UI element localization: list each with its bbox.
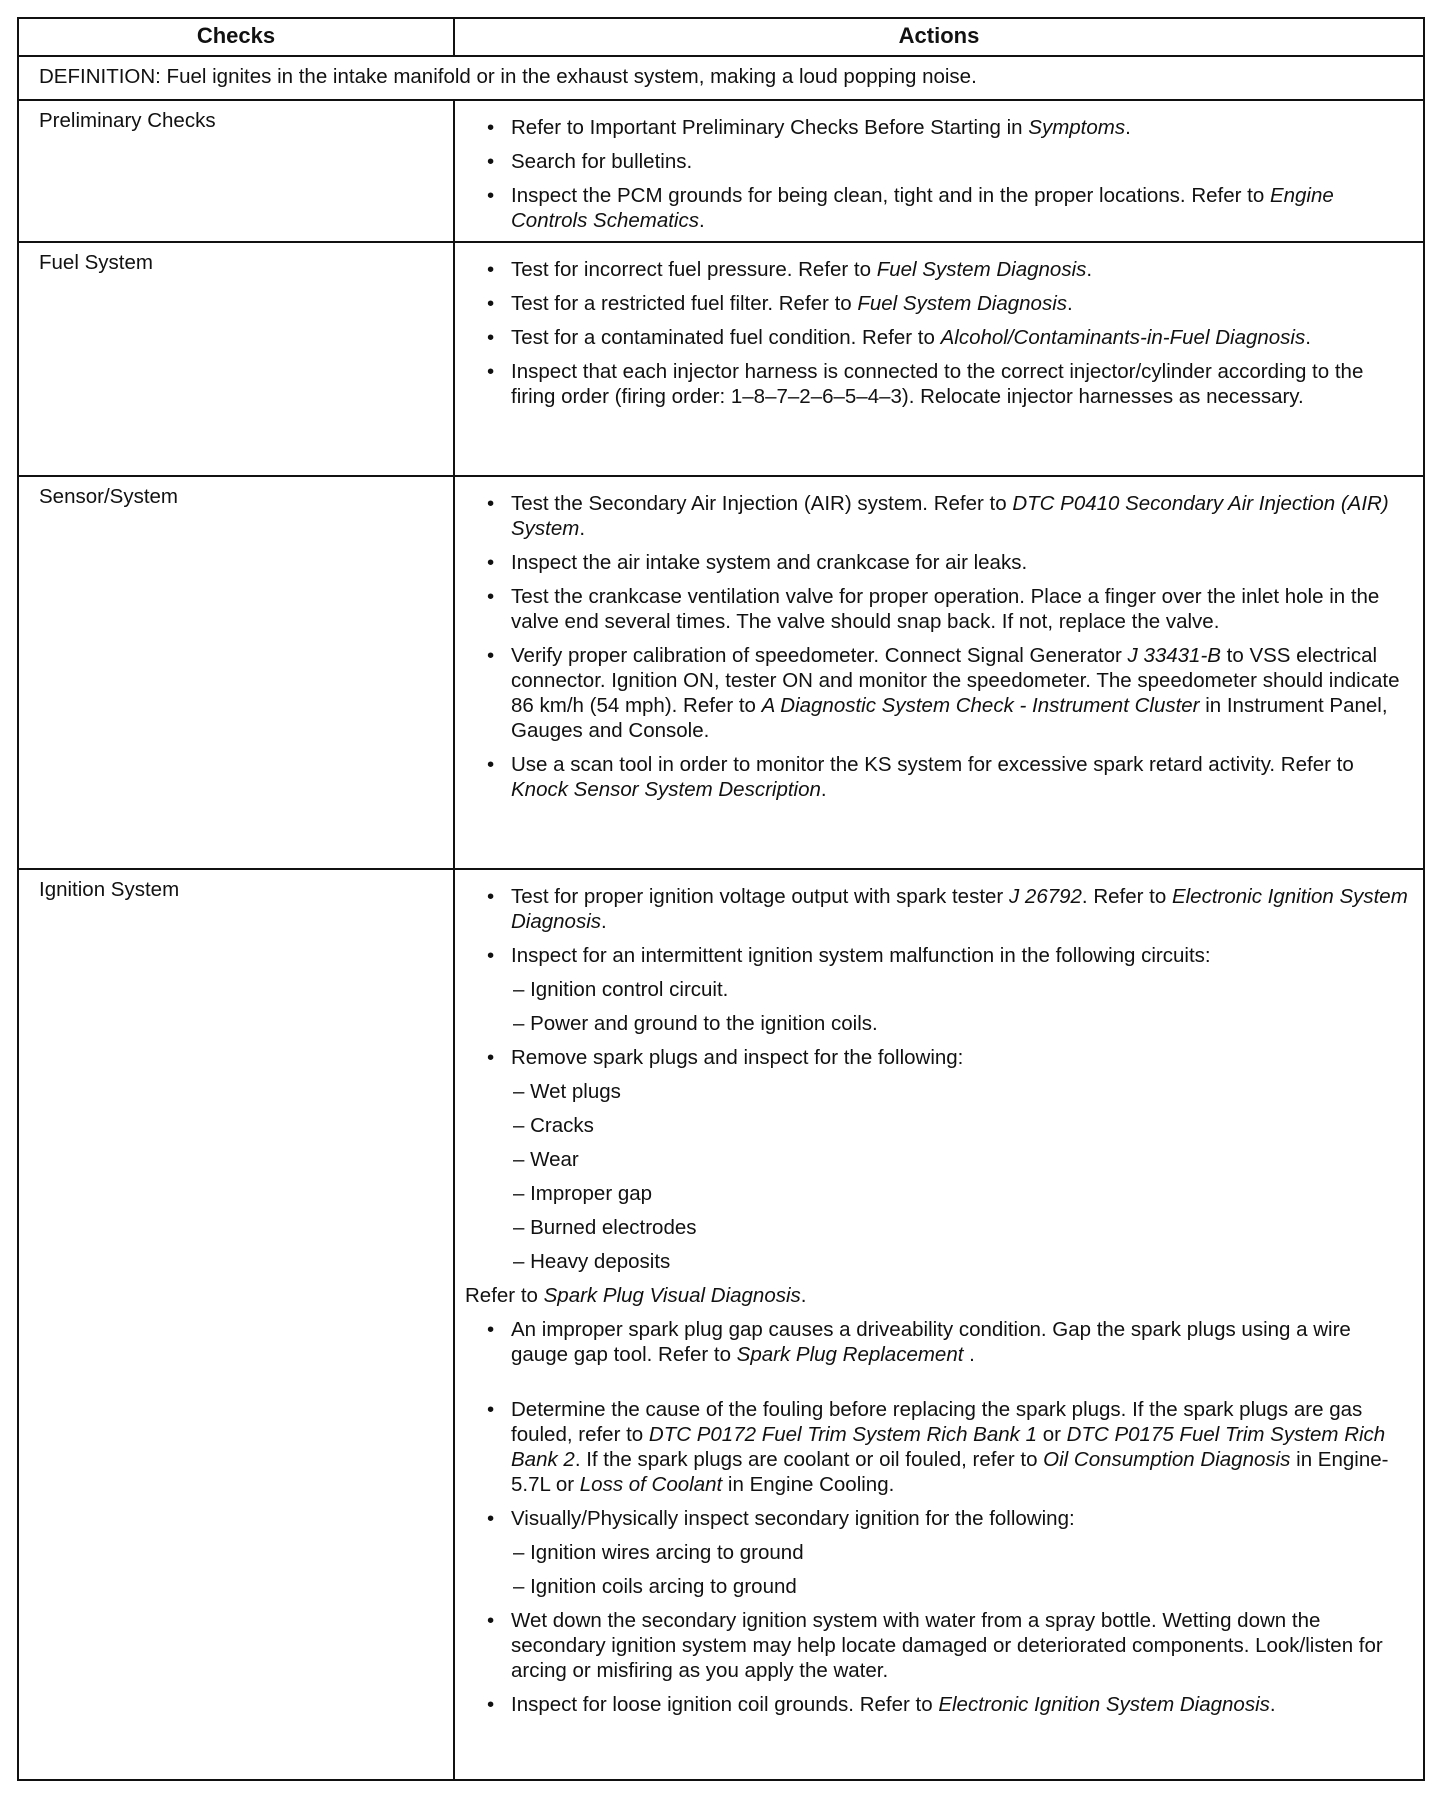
dash-icon: – <box>513 1012 531 1035</box>
action-text: An improper spark plug gap causes a driveability condition. Gap the spark plugs using a wire gauge gap tool. Refer to <box>511 1318 1351 1366</box>
action-text: in Instrument Panel, Gauges and Console. <box>511 694 1388 742</box>
action-sub-item <box>485 977 1409 1002</box>
action-text: or <box>1037 1423 1067 1446</box>
reference-link-text: Loss of Coolant <box>579 1473 723 1496</box>
action-bullet-item <box>485 884 1409 934</box>
action-bullet-item <box>485 1397 1409 1497</box>
table-header-row <box>19 19 1423 57</box>
action-text: . <box>579 517 586 540</box>
action-bullet-item <box>485 149 1409 174</box>
dash-icon: – <box>513 1541 531 1564</box>
reference-link-text: Knock Sensor System Description <box>511 778 821 801</box>
action-bullet-item <box>485 291 1409 316</box>
action-bullet-item <box>485 584 1409 634</box>
action-bullet-item <box>485 359 1409 409</box>
action-sub-item <box>485 1011 1409 1036</box>
action-bullet-item <box>485 1692 1409 1717</box>
action-text: Search for bulletins. <box>511 150 693 173</box>
dash-icon: – <box>513 978 531 1001</box>
action-text: . <box>1125 116 1131 139</box>
action-sub-item <box>485 1113 1409 1138</box>
bullet-icon: • <box>487 1507 495 1530</box>
action-text: in Engine Cooling. <box>722 1473 895 1496</box>
reference-link-text: A Diagnostic System Check - Instrument Cluster <box>761 694 1200 717</box>
action-bullet-item <box>485 643 1409 743</box>
action-text: . <box>601 910 607 933</box>
check-label: Ignition System <box>19 870 455 1779</box>
action-text: Test for incorrect fuel pressure. Refer to <box>511 258 877 281</box>
bullet-icon: • <box>487 116 495 139</box>
actions-cell <box>455 870 1423 1779</box>
dash-icon: – <box>513 1114 531 1137</box>
action-bullet-item <box>485 1317 1409 1367</box>
bullet-icon: • <box>487 150 495 173</box>
action-text: Cracks <box>530 1114 594 1137</box>
action-text: Ignition coils arcing to ground <box>530 1575 797 1598</box>
diagnostic-table <box>17 17 1425 1781</box>
action-bullet-item <box>485 1506 1409 1531</box>
action-sub-item <box>485 1249 1409 1274</box>
action-text: . <box>698 209 705 232</box>
action-text: . <box>963 1343 975 1366</box>
action-text: Remove spark plugs and inspect for the following: <box>511 1046 964 1069</box>
action-text: Test for a restricted fuel filter. Refer to <box>511 292 858 315</box>
header-checks: Checks <box>19 19 455 55</box>
bullet-icon: • <box>487 1398 495 1421</box>
bullet-icon: • <box>487 1609 495 1632</box>
action-text: Ignition control circuit. <box>530 978 729 1001</box>
action-text: Verify proper calibration of speedometer. Connect Signal Generator <box>511 644 1128 667</box>
action-text: Inspect that each injector harness is connected to the correct injector/cylinder according to the firing order (firing order: 1–8–7–2–6–5–4–3). Relocate injector harnesses as necessary. <box>511 360 1364 408</box>
action-sub-item <box>485 1181 1409 1206</box>
bullet-icon: • <box>487 184 495 207</box>
action-sub-item <box>485 1574 1409 1599</box>
action-text: . <box>820 778 827 801</box>
action-text: in Engine-5.7L or <box>511 1448 1389 1496</box>
table-row <box>19 243 1423 477</box>
action-bullet-item <box>485 550 1409 575</box>
action-bullet-item <box>485 257 1409 282</box>
action-note <box>455 1283 1409 1308</box>
action-text: Inspect for loose ignition coil grounds. Refer to <box>511 1693 939 1716</box>
definition-text: DEFINITION: Fuel ignites in the intake manifold or in the exhaust system, making a loud popping noise. <box>39 65 977 88</box>
reference-link-text: Electronic Ignition System Diagnosis <box>938 1693 1270 1716</box>
reference-link-text: DTC P0172 Fuel Trim System Rich Bank 1 <box>648 1423 1037 1446</box>
reference-link-text: DTC P0175 Fuel Trim System Rich Bank 2 <box>511 1423 1386 1471</box>
bullet-icon: • <box>487 1318 495 1341</box>
dash-icon: – <box>513 1148 531 1171</box>
action-sub-item <box>485 1215 1409 1240</box>
definition-row <box>19 57 1423 101</box>
action-text: Improper gap <box>530 1182 653 1205</box>
dash-icon: – <box>513 1216 531 1239</box>
bullet-icon: • <box>487 1046 495 1069</box>
bullet-icon: • <box>487 585 495 608</box>
dash-icon: – <box>513 1575 531 1598</box>
bullet-icon: • <box>487 753 495 776</box>
action-text: Determine the cause of the fouling before replacing the spark plugs. If the spark plugs are gas fouled, refer to <box>511 1398 1363 1446</box>
action-text: Test the crankcase ventilation valve for proper operation. Place a finger over the inlet hole in the valve end several times. The valve should snap back. If not, replace the valve. <box>511 585 1380 633</box>
reference-link-text: J 33431-B <box>1127 644 1221 667</box>
action-text: . <box>1305 326 1311 349</box>
action-text: Heavy deposits <box>530 1250 671 1273</box>
action-sub-item <box>485 1079 1409 1104</box>
action-text: . Refer to <box>1081 885 1172 908</box>
action-text: Test for a contaminated fuel condition. Refer to <box>511 326 941 349</box>
reference-link-text: Electronic Ignition System Diagnosis <box>511 885 1408 933</box>
reference-link-text: DTC P0410 Secondary Air Injection (AIR) System <box>511 492 1389 540</box>
actions-cell <box>455 101 1423 241</box>
check-label: Preliminary Checks <box>19 101 455 241</box>
bullet-icon: • <box>487 885 495 908</box>
action-text: Inspect the air intake system and crankcase for air leaks. <box>511 551 1028 574</box>
action-text: . <box>1086 258 1093 281</box>
reference-link-text: Fuel System Diagnosis <box>876 258 1087 281</box>
action-text: Refer to Important Preliminary Checks Before Starting in <box>511 116 1029 139</box>
action-text: Test for proper ignition voltage output with spark tester <box>511 885 1009 908</box>
reference-link-text: Fuel System Diagnosis <box>857 292 1067 315</box>
action-text: Test the Secondary Air Injection (AIR) system. Refer to <box>511 492 1013 515</box>
dash-icon: – <box>513 1250 531 1273</box>
bullet-icon: • <box>487 1693 495 1716</box>
dash-icon: – <box>513 1182 531 1205</box>
action-text: to VSS electrical connector. Ignition ON, tester ON and monitor the speedometer. The speedometer should indicate 86 km/h (54 mph). Refer to <box>511 644 1400 717</box>
action-text: Ignition wires arcing to ground <box>530 1541 804 1564</box>
table-row <box>19 870 1423 1779</box>
action-text: Wear <box>530 1148 579 1171</box>
bullet-icon: • <box>487 492 495 515</box>
header-actions: Actions <box>898 23 980 48</box>
bullet-icon: • <box>487 360 495 383</box>
action-bullet-item <box>485 1608 1409 1683</box>
actions-cell <box>455 477 1423 868</box>
reference-link-text: Spark Plug Visual Diagnosis <box>543 1284 801 1307</box>
reference-link-text: Alcohol/Contaminants-in-Fuel Diagnosis <box>940 326 1306 349</box>
action-sub-item <box>485 1540 1409 1565</box>
action-text: Wet plugs <box>530 1080 621 1103</box>
action-text: . <box>1067 292 1073 315</box>
action-bullet-item <box>485 1045 1409 1070</box>
reference-link-text: Spark Plug Replacement <box>736 1343 964 1366</box>
action-bullet-item <box>485 115 1409 140</box>
reference-link-text: Engine Controls Schematics <box>511 184 1334 232</box>
action-bullet-item <box>485 943 1409 968</box>
action-text: . If the spark plugs are coolant or oil fouled, refer to <box>574 1448 1044 1471</box>
action-bullet-item <box>485 183 1409 233</box>
action-text: Inspect the PCM grounds for being clean, tight and in the proper locations. Refer to <box>511 184 1270 207</box>
action-text: Burned electrodes <box>530 1216 697 1239</box>
bullet-icon: • <box>487 292 495 315</box>
action-text: Refer to <box>465 1284 544 1307</box>
bullet-icon: • <box>487 944 495 967</box>
table-row <box>19 101 1423 243</box>
bullet-icon: • <box>487 326 495 349</box>
reference-link-text: Oil Consumption Diagnosis <box>1043 1448 1291 1471</box>
reference-link-text: J 26792 <box>1008 885 1082 908</box>
action-text: Visually/Physically inspect secondary ignition for the following: <box>511 1507 1075 1530</box>
table-row <box>19 477 1423 870</box>
actions-cell <box>455 243 1423 475</box>
action-text: Inspect for an intermittent ignition system malfunction in the following circuits: <box>511 944 1211 967</box>
action-text: . <box>1269 1693 1276 1716</box>
action-sub-item <box>485 1147 1409 1172</box>
action-text: . <box>800 1284 807 1307</box>
dash-icon: – <box>513 1080 531 1103</box>
action-bullet-item <box>485 752 1409 802</box>
check-label: Sensor/System <box>19 477 455 868</box>
bullet-icon: • <box>487 644 495 667</box>
action-bullet-item <box>485 325 1409 350</box>
reference-link-text: Symptoms <box>1028 116 1126 139</box>
bullet-icon: • <box>487 551 495 574</box>
bullet-icon: • <box>487 258 495 281</box>
action-bullet-item <box>485 491 1409 541</box>
action-text: Use a scan tool in order to monitor the KS system for excessive spark retard activity. Refer to <box>511 753 1354 776</box>
check-label: Fuel System <box>19 243 455 475</box>
action-text: Wet down the secondary ignition system with water from a spray bottle. Wetting down the secondary ignition system may help locate damaged or deteriorated components. Look/listen for arcing or misfiring as you apply the water. <box>511 1609 1383 1682</box>
action-text: Power and ground to the ignition coils. <box>530 1012 878 1035</box>
